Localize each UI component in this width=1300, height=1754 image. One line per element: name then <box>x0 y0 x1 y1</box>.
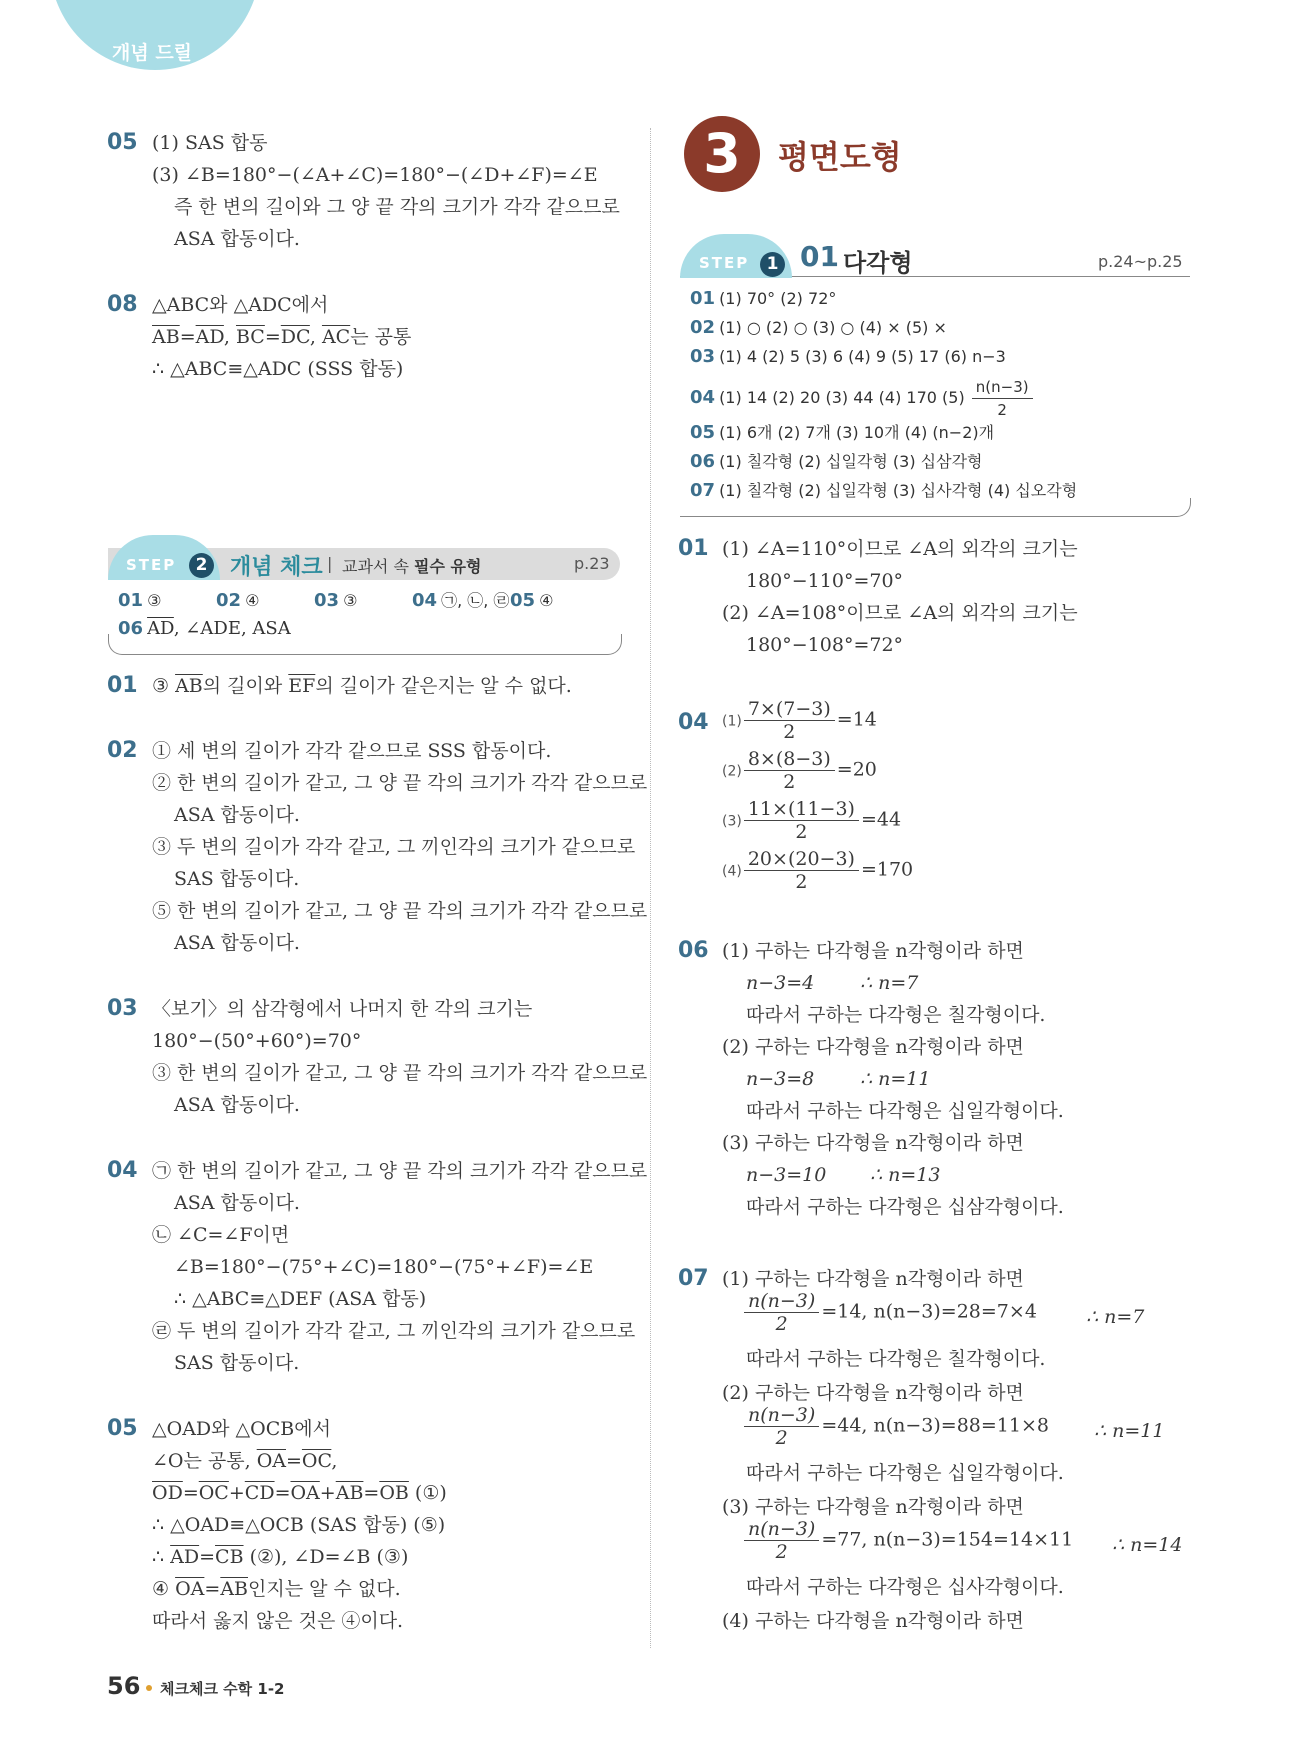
answer-01: 01 ③ <box>118 590 162 611</box>
text-line: ∴ $\overline{AD}=\overline{CB}$ (②), ∠D=∠B (③) <box>152 1546 409 1568</box>
text-line: 따라서 구하는 다각형은 칠각형이다. <box>746 1004 1046 1026</box>
step1-row-01: 01 (1) 70° (2) 72° <box>690 288 837 309</box>
fraction-line: (2) $\frac{8\times(8-3)}{2}$ =20 <box>722 748 877 793</box>
text-line: ③ $\overline{AB}$의 길이와 $\overline{EF}$의 길이가 같은지는 알 수 없다. <box>152 675 572 697</box>
problem-number: 08 <box>107 292 138 317</box>
text-line: n−3=8 <box>746 1068 815 1090</box>
text-line: ③ 한 변의 길이가 같고, 그 양 끝 각의 크기가 각각 같으므로 <box>152 1062 648 1084</box>
text-line: 〈보기〉의 삼각형에서 나머지 한 각의 크기는 <box>152 998 533 1020</box>
text-line: △OAD와 △OCB에서 <box>152 1418 331 1440</box>
text-line: ASA 합동이다. <box>174 1192 300 1214</box>
header-tab-label: 개념 드릴 <box>112 42 193 64</box>
text-line: ∴ n=13 <box>870 1164 941 1186</box>
text-line: $\overline{OD}=\overline{OC}+\overline{CD}=\overline{OA}+\overline{AB}=\overline{OB}$ (①) <box>152 1482 447 1504</box>
problem-number: 01 <box>107 673 138 698</box>
text-line: ∠B=180°−(75°+∠C)=180°−(75°+∠F)=∠E <box>174 1256 594 1278</box>
text-line: 따라서 구하는 다각형은 칠각형이다. <box>746 1348 1046 1370</box>
text-line: n−3=4 <box>746 972 815 994</box>
step1-label: STEP <box>699 254 750 272</box>
text-line: 따라서 옳지 않은 것은 ④이다. <box>152 1610 404 1632</box>
text-line: (3) 구하는 다각형을 n각형이라 하면 <box>722 1496 1024 1518</box>
text-line: ∴ △ABC≡△DEF (ASA 합동) <box>174 1288 427 1310</box>
text-line: 180°−110°=70° <box>746 570 904 592</box>
step1-row-06: 06 (1) 칠각형 (2) 십일각형 (3) 십삼각형 <box>690 451 983 472</box>
problem-number: 01 <box>678 536 709 561</box>
step1-row-05: 05 (1) 6개 (2) 7개 (3) 10개 (4) (n−2)개 <box>690 422 995 443</box>
step2-label: STEP <box>126 556 177 574</box>
subtitle-bold: 필수 유형 <box>414 557 482 576</box>
problem-number: 03 <box>107 996 138 1021</box>
text-line: n−3=10 <box>746 1164 827 1186</box>
step1-page-ref: p.24~p.25 <box>1098 252 1183 271</box>
text-line: (2) 구하는 다각형을 n각형이라 하면 <box>722 1036 1024 1058</box>
text-line: (3) 구하는 다각형을 n각형이라 하면 <box>722 1132 1024 1154</box>
text-line: (3) ∠B=180°−(∠A+∠C)=180°−(∠D+∠F)=∠E <box>152 164 598 186</box>
step1-row-03: 03 (1) 4 (2) 5 (3) 6 (4) 9 (5) 17 (6) n−3 <box>690 346 1006 367</box>
text-line: ㉡ ∠C=∠F이면 <box>152 1224 290 1246</box>
chapter-title: 평면도형 <box>778 138 902 176</box>
page-number: 56 <box>107 1672 141 1700</box>
problem-number: 02 <box>107 738 138 763</box>
text-line: ⑤ 한 변의 길이가 같고, 그 양 끝 각의 크기가 각각 같으므로 <box>152 900 648 922</box>
problem-number: 04 <box>107 1158 138 1183</box>
text-line: (2) ∠A=108°이므로 ∠A의 외각의 크기는 <box>722 602 1078 624</box>
text-line <box>152 324 411 350</box>
step2-title: 개념 체크 <box>230 555 323 580</box>
text-line: ASA 합동이다. <box>174 932 300 954</box>
column-divider <box>650 128 651 1648</box>
text-line: (2) 구하는 다각형을 n각형이라 하면 <box>722 1382 1024 1404</box>
fraction-line: (3) $\frac{11\times(11-3)}{2}$ =44 <box>722 798 902 843</box>
text-line: ㉠ 한 변의 길이가 같고, 그 양 끝 각의 크기가 각각 같으므로 <box>152 1160 648 1182</box>
text-line: ㉣ 두 변의 길이가 각각 같고, 그 끼인각의 크기가 같으므로 <box>152 1320 636 1342</box>
text-fragment: = <box>179 326 196 348</box>
text-line: (1) 구하는 다각형을 n각형이라 하면 <box>722 1268 1024 1290</box>
segment: $\overline{DC}$ <box>280 326 310 348</box>
step1-title-number: 01 <box>800 240 839 273</box>
text-line: SAS 합동이다. <box>174 868 300 890</box>
text-line: ASA 합동이다. <box>174 228 300 250</box>
subtitle-text: 교과서 속 <box>342 557 414 576</box>
text-line: ∴ n=11 <box>860 1068 931 1090</box>
fraction-line: (4) $\frac{20\times(20-3)}{2}$ =170 <box>722 848 914 893</box>
step2-separator: | <box>327 554 333 573</box>
text-line: 따라서 구하는 다각형은 십일각형이다. <box>746 1462 1064 1484</box>
book-title: 체크체크 수학 1-2 <box>160 1680 285 1698</box>
text-line: ASA 합동이다. <box>174 804 300 826</box>
text-fragment: 는 공통 <box>350 326 412 348</box>
text-line: ∴ n=11 <box>1094 1420 1165 1442</box>
text-fragment: , <box>309 326 322 348</box>
step1-row-07: 07 (1) 칠각형 (2) 십일각형 (3) 십사각형 (4) 십오각형 <box>690 480 1078 501</box>
text-line: 즉 한 변의 길이와 그 양 끝 각의 크기가 각각 같으므로 <box>174 196 620 218</box>
text-line: (1) ∠A=110°이므로 ∠A의 외각의 크기는 <box>722 538 1078 560</box>
step2-number-badge: 2 <box>189 553 214 578</box>
text-line: ④ $\overline{OA}=\overline{AB}$인지는 알 수 없다. <box>152 1578 401 1600</box>
step1-bottom-border <box>680 498 1191 517</box>
text-line: ∴ n=14 <box>1112 1534 1183 1556</box>
text-line: (1) SAS 합동 <box>152 132 268 154</box>
text-line: (4) 구하는 다각형을 n각형이라 하면 <box>722 1610 1024 1632</box>
step2-bottom-border <box>108 634 622 655</box>
problem-number: 06 <box>678 938 709 963</box>
text-line: ∠O는 공통, $\overline{OA}=\overline{OC}$, <box>152 1450 338 1472</box>
problem-number: 05 <box>107 130 138 155</box>
answer-05: 05 ④ <box>510 590 554 611</box>
problem-number: 07 <box>678 1266 709 1291</box>
text-line: ① 세 변의 길이가 각각 같으므로 SSS 합동이다. <box>152 740 552 762</box>
text-line: ∴ △ABC≡△ADC (SSS 합동) <box>152 358 404 380</box>
problem-number: 05 <box>107 1416 138 1441</box>
step1-title: 다각형 <box>843 249 913 277</box>
text-line: 180°−(50°+60°)=70° <box>152 1030 362 1052</box>
step2-page-ref: p.23 <box>574 554 610 573</box>
segment: $\overline{AC}$ <box>321 326 351 348</box>
text-line: 180°−108°=72° <box>746 634 904 656</box>
text-line: 따라서 구하는 다각형은 십사각형이다. <box>746 1576 1064 1598</box>
segment: $\overline{AB}$ <box>152 326 180 348</box>
text-fragment: , <box>223 326 236 348</box>
step1-row-02: 02 (1) ○ (2) ○ (3) ○ (4) × (5) × <box>690 317 947 338</box>
text-line: 따라서 구하는 다각형은 십삼각형이다. <box>746 1196 1064 1218</box>
text-line: ∴ △OAD≡△OCB (SAS 합동) (⑤) <box>152 1514 446 1536</box>
text-line: ∴ n=7 <box>1086 1306 1145 1328</box>
text-line: ASA 합동이다. <box>174 1094 300 1116</box>
answer-06: 06 $\overline{AD}$, ∠ADE, ASA <box>118 618 291 639</box>
step2-subtitle <box>342 554 481 577</box>
fraction-line: $\frac{n(n-3)}{2}$ =44, n(n−3)=88=11×8 <box>742 1404 1049 1449</box>
text-line: ∴ n=7 <box>860 972 919 994</box>
segment: $\overline{AD}$ <box>195 326 224 348</box>
footer-dot <box>146 1685 152 1691</box>
fraction-line: $\frac{n(n-3)}{2}$ =14, n(n−3)=28=7×4 <box>742 1290 1037 1335</box>
text-line: ② 한 변의 길이가 같고, 그 양 끝 각의 크기가 각각 같으므로 <box>152 772 648 794</box>
text-line: SAS 합동이다. <box>174 1352 300 1374</box>
text-line: △ABC와 △ADC에서 <box>152 294 329 316</box>
text-line: 따라서 구하는 다각형은 십일각형이다. <box>746 1100 1064 1122</box>
text-line: ③ 두 변의 길이가 각각 같고, 그 끼인각의 크기가 같으므로 <box>152 836 636 858</box>
answer-03: 03 ③ <box>314 590 358 611</box>
text-fragment: = <box>264 326 281 348</box>
fraction-line: $\frac{n(n-3)}{2}$ =77, n(n−3)=154=14×11 <box>742 1518 1073 1563</box>
step1-row-04: 04 (1) 14 (2) 20 (3) 44 (4) 170 (5) $\frac{n(n-3)}{2}$ <box>690 376 1035 421</box>
answer-02: 02 ④ <box>216 590 260 611</box>
chapter-number-circle: 3 <box>684 116 760 192</box>
segment: $\overline{BC}$ <box>235 326 265 348</box>
text-line: (1) 구하는 다각형을 n각형이라 하면 <box>722 940 1024 962</box>
fraction-line: (1) $\frac{7\times(7-3)}{2}$ =14 <box>722 698 877 743</box>
problem-number: 04 <box>678 710 709 735</box>
answer-04: 04 ㉠, ㉡, ㉣ <box>412 590 510 611</box>
step1-number-badge: 1 <box>760 252 785 277</box>
